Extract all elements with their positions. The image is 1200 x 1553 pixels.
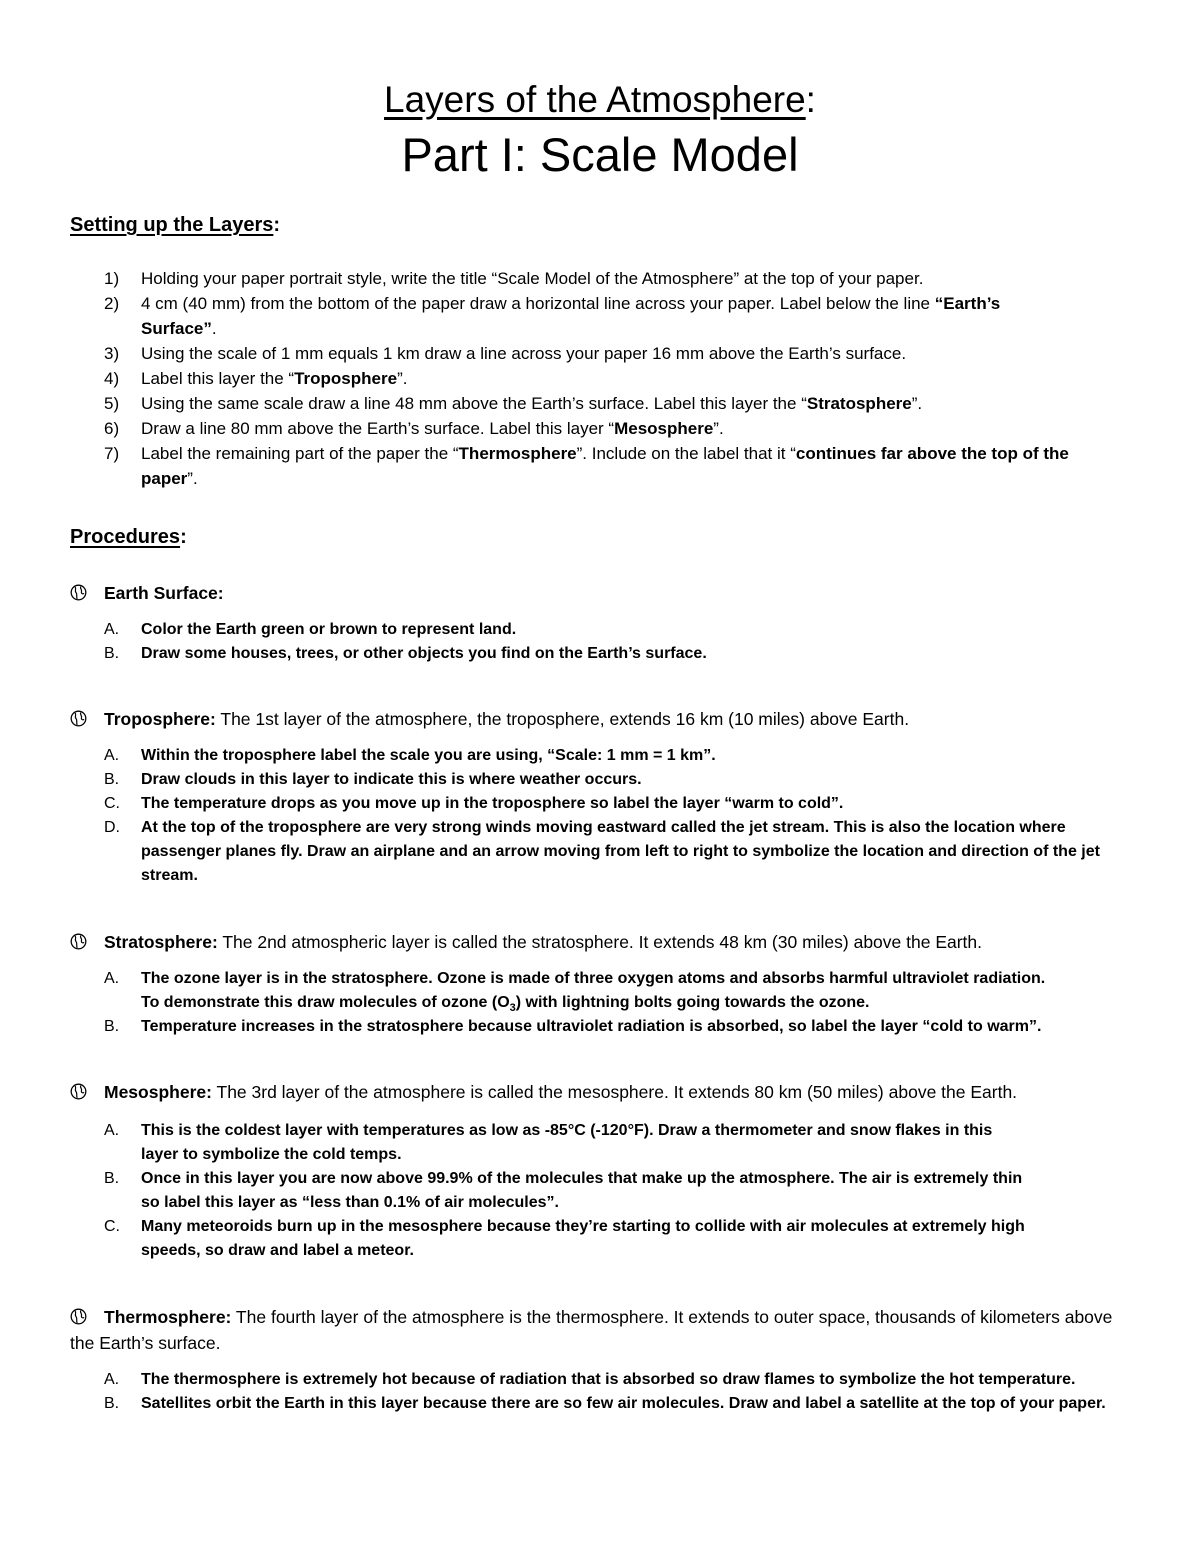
setup-step [0,341,1200,366]
sub-letter: A. [104,1371,120,1388]
section-thermosphere [0,1304,1200,1440]
section-label: Mesosphere: [104,1082,212,1102]
setup-heading-text: Setting up the Layers [70,214,274,236]
section-heading [0,706,1200,732]
section-desc: The fourth layer of the atmosphere is the thermosphere. It extends to outer space, thousands of kilometers above the Earth’s surface. [70,1307,1113,1353]
step-number: 3) [104,344,120,363]
sub-item [0,816,1200,888]
sub-text: Within the troposphere label the scale you are using, “Scale: 1 mm = 1 km”. [141,747,716,764]
step-text-bold: Troposphere [294,369,398,388]
section-label: Troposphere: [104,709,216,729]
section-label: Stratosphere: [104,932,218,952]
section-label: Earth Surface: [104,583,224,603]
section-desc: The 2nd atmospheric layer is called the stratosphere. It extends 48 km (30 miles) above the Earth. [217,932,983,952]
sub-item [0,618,1200,642]
sub-list [0,967,1200,1039]
step-text [141,416,1101,441]
sub-text: Satellites orbit the Earth in this layer because there are so few air molecules. Draw and label a satellite at the top of your paper. [141,1395,1106,1412]
procedures-heading-colon: : [180,526,187,548]
sub-list [0,618,1200,666]
step-text-part: ”. [397,369,408,388]
sub-item [0,967,1200,1015]
sub-list [0,744,1200,888]
section-troposphere [0,706,1200,888]
sub-text-line2: layer to symbolize the cold temps. [141,1146,402,1163]
setup-step [0,391,1200,416]
step-number: 4) [104,369,120,388]
sub-letter: B. [104,1170,120,1187]
sub-text-line1: Once in this layer you are now above 99.9% of the molecules that make up the atmosphere. The air is extremely thin [141,1170,1023,1187]
sub-text: Temperature increases in the stratosphere because ultraviolet radiation is absorbed, so label the layer “cold to warm”. [141,1018,1042,1035]
setup-heading-colon: : [273,214,281,236]
sub-letter: D. [104,819,120,836]
sub-letter: A. [104,1122,120,1139]
section-mesosphere [0,1079,1200,1263]
section-desc: The 3rd layer of the atmosphere is called the mesosphere. It extends 80 km (50 miles) above the Earth. [211,1082,1018,1102]
setup-step [0,291,1200,341]
step-number: 2) [104,294,120,313]
step-text-part: ”. Include on the label that it “ [576,444,796,463]
section-desc: The 1st layer of the atmosphere, the troposphere, extends 16 km (10 miles) above Earth. [215,709,910,729]
step-text [141,441,1091,491]
sub-text: Draw clouds in this layer to indicate this is where weather occurs. [141,771,642,788]
sub-list [0,1119,1200,1263]
step-text-part: 4 cm (40 mm) from the bottom of the paper draw a horizontal line across your paper. Label below the line [141,294,935,313]
sub-text-line2: so label this layer as “less than 0.1% of air molecules”. [141,1194,559,1211]
globe-icon [70,584,87,601]
sub-text: Color the Earth green or brown to represent land. [141,621,517,638]
sub-text-line1: The ozone layer is in the stratosphere. Ozone is made of three oxygen atoms and absorbs harmful ultraviolet radiation. [141,970,1046,987]
step-text-part: Label the remaining part of the paper the “ [141,444,459,463]
sub-letter: B. [104,1018,120,1035]
step-text-part: ”. [187,469,198,488]
setup-steps-list [0,266,1200,491]
section-heading-text [104,929,1124,955]
section-heading-text [70,1304,1130,1356]
section-heading [0,1304,1200,1356]
sub-letter: B. [104,771,120,788]
section-heading-text [104,706,1124,732]
sub-letter: A. [104,747,120,764]
step-text-part: . [211,319,217,338]
globe-icon [70,1083,87,1100]
sub-item [0,1167,1200,1215]
sub-text: The thermosphere is extremely hot because of radiation that is absorbed so draw flames to symbolize the hot temperature. [141,1371,1076,1388]
page-subtitle: Part I: Scale Model [401,128,799,181]
sub-text-line2: speeds, so draw and label a meteor. [141,1242,414,1259]
sub-letter: A. [104,970,120,987]
sub-item [0,1119,1200,1167]
setup-step [0,266,1200,291]
sub-letter: B. [104,1395,120,1412]
sub-item [0,1015,1200,1039]
step-number: 1) [104,269,120,288]
sub-letter: B. [104,645,120,662]
section-stratosphere [0,929,1200,1039]
section-label: Thermosphere: [104,1307,232,1327]
step-text [141,291,1041,341]
step-text-bold: continues far above the top of the paper [141,444,1069,488]
setup-heading [70,212,280,238]
step-text-bold: “Earth’s Surface” [141,294,1001,338]
step-text-part: Label this layer the “ [141,369,295,388]
sub-item [0,1215,1200,1263]
section-earth-surface [0,580,1200,666]
step-text [141,366,1101,391]
setup-step [0,366,1200,391]
procedures-heading-text: Procedures [70,526,181,548]
sub-text-line1: Many meteoroids burn up in the mesosphere because they’re starting to collide with air molecules at extremely high [141,1218,1025,1235]
step-text: Using the scale of 1 mm equals 1 km draw a line across your paper 16 mm above the Earth’s surface. [141,344,907,363]
sub-item [0,642,1200,666]
sub-item [0,744,1200,768]
sub-item [0,1392,1200,1440]
page-title [0,76,1200,124]
step-text-part: ”. [713,419,724,438]
sub-item [0,792,1200,816]
step-text-part: ”. [911,394,923,413]
step-text-bold: Thermosphere [458,444,577,463]
sub-list [0,1368,1200,1440]
step-text: Holding your paper portrait style, write the title “Scale Model of the Atmosphere” at the top of your paper. [141,269,924,288]
sub-letter: C. [104,1218,120,1235]
sub-item [0,768,1200,792]
section-heading [0,580,1200,606]
step-text-part: Draw a line 80 mm above the Earth’s surface. Label this layer “ [141,419,615,438]
step-text-part: Using the same scale draw a line 48 mm above the Earth’s surface. Label this layer the “ [141,394,807,413]
globe-icon [70,933,87,950]
sub-item [0,1368,1200,1392]
step-number: 7) [104,444,120,463]
sub-text: Draw some houses, trees, or other objects you find on the Earth’s surface. [141,645,707,662]
sub-letter: C. [104,795,120,812]
procedures-heading [70,524,187,550]
section-heading-text [104,1079,1124,1105]
step-text-bold: Mesosphere [614,419,714,438]
step-number: 6) [104,419,120,438]
step-text [141,391,1101,416]
sub-text-line1: This is the coldest layer with temperatures as low as -85°C (-120°F). Draw a thermometer and snow flakes in this [141,1122,993,1139]
sub-text: At the top of the troposphere are very strong winds moving eastward called the jet stream. This is also the location where passenger planes fly. Draw an airplane and an arrow moving from left to right to symbolize the location and direction of the jet stream. [141,819,1100,884]
section-heading [0,1079,1200,1105]
sub-text-part: ) with lightning bolts going towards the ozone. [515,994,870,1011]
setup-step [0,416,1200,441]
sub-text-part: To demonstrate this draw molecules of ozone (O [141,994,510,1011]
section-heading [0,929,1200,955]
page-title-colon: : [805,79,816,120]
sub-letter: A. [104,621,120,638]
subscript-three: 3 [509,1002,516,1015]
step-number: 5) [104,394,120,413]
sub-text: The temperature drops as you move up in the troposphere so label the layer “warm to cold”. [141,795,844,812]
setup-step [0,441,1200,491]
section-heading-text [104,580,1124,606]
step-text-bold: Stratosphere [806,394,912,413]
page-title-text: Layers of the Atmosphere [384,79,806,120]
globe-icon [70,710,87,727]
